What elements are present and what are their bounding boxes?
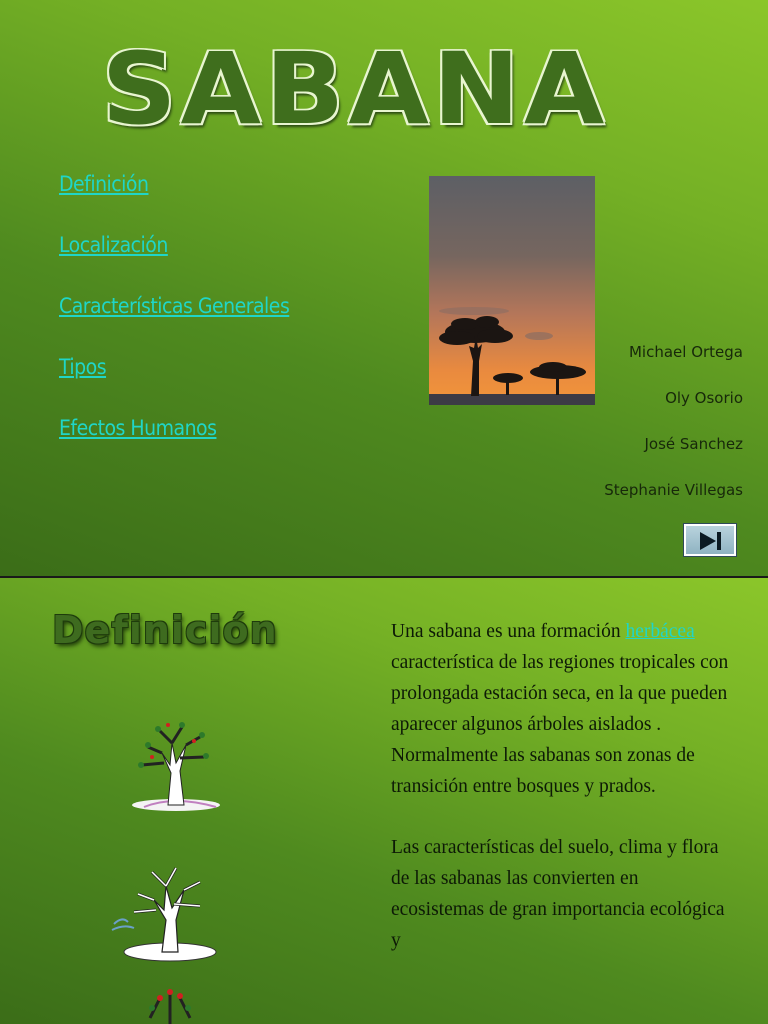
savanna-sunset-photo <box>429 176 595 405</box>
next-slide-button[interactable] <box>684 524 736 556</box>
herbacea-link[interactable]: herbácea <box>625 621 695 642</box>
paragraph-text: característica de las regiones tropicales con prolongada estación seca, en la que pueden aparecer algunos árboles aislados . Normalmente las sabanas son zonas de transición entre bosques y prados. <box>391 652 729 797</box>
topic-menu <box>59 170 289 475</box>
paragraph-text: Una sabana es una formación <box>391 621 626 642</box>
author-name: Michael Ortega <box>628 343 743 361</box>
menu-link-localizacion[interactable]: Localización <box>59 233 168 257</box>
menu-link-efectos[interactable]: Efectos Humanos <box>59 416 217 440</box>
author-name: Oly Osorio <box>665 389 743 407</box>
definition-text <box>391 616 731 986</box>
definition-slide <box>0 578 768 1024</box>
winter-tree-clipart-icon <box>108 864 220 964</box>
definition-paragraph <box>391 616 731 802</box>
skip-next-icon <box>698 531 724 551</box>
author-name: Stephanie Villegas <box>604 481 743 499</box>
author-name: José Sanchez <box>644 435 743 453</box>
menu-link-tipos[interactable]: Tipos <box>59 355 107 379</box>
autumn-tree-clipart-icon <box>130 988 210 1024</box>
slide-title: Definición <box>52 608 278 652</box>
authors-list <box>604 340 743 524</box>
tree-clipart-icon <box>124 713 224 815</box>
menu-link-definicion[interactable]: Definición <box>59 172 149 196</box>
characteristics-paragraph: Las características del suelo, clima y flora de las sabanas las convierten en ecosistemas de gran importancia ecológica y <box>391 837 725 951</box>
slide-title: SABANA <box>101 31 609 147</box>
menu-link-caracteristicas[interactable]: Características Generales <box>59 294 290 318</box>
